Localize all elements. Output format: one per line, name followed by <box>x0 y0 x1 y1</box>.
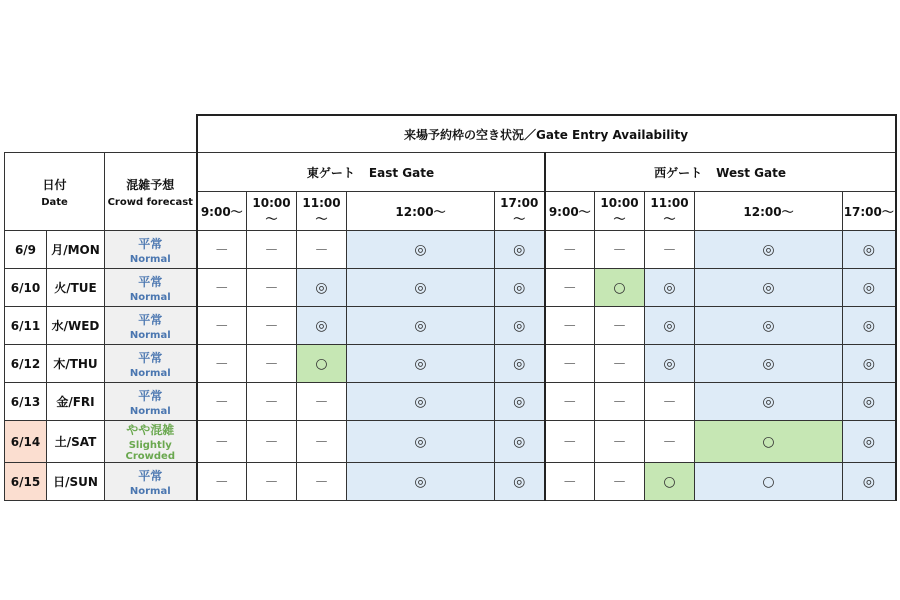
row-day-of-week: 土/SAT <box>47 421 105 463</box>
row-forecast <box>105 383 197 421</box>
row-date: 6/13 <box>5 383 47 421</box>
east-slot-12 <box>347 231 495 269</box>
forecast-en: Normal <box>129 367 171 379</box>
forecast-en: Normal <box>129 485 171 497</box>
east-slot-9 <box>197 383 247 421</box>
availability-mark: － <box>264 394 279 411</box>
availability-mark: － <box>562 434 577 451</box>
availability-mark: ◎ <box>762 393 775 410</box>
availability-mark: ◎ <box>513 473 526 490</box>
east-time-17: 17:00～ <box>495 192 545 231</box>
availability-mark: ○ <box>663 473 676 490</box>
availability-mark: － <box>214 280 229 297</box>
east-slot-11 <box>297 269 347 307</box>
west-time-11: 11:00～ <box>645 192 695 231</box>
top-left-blank <box>5 115 197 153</box>
availability-mark: － <box>214 318 229 335</box>
availability-mark: － <box>214 474 229 491</box>
availability-mark: ◎ <box>762 317 775 334</box>
forecast-jp: 平常 <box>138 274 163 289</box>
east-slot-11 <box>297 307 347 345</box>
availability-mark: ○ <box>762 473 775 490</box>
availability-mark: ◎ <box>513 433 526 450</box>
row-date: 6/14 <box>5 421 47 463</box>
east-slot-11 <box>297 421 347 463</box>
forecast-en: Normal <box>129 291 171 303</box>
availability-mark: － <box>314 474 329 491</box>
west-slot-12 <box>695 421 843 463</box>
east-slot-9 <box>197 345 247 383</box>
west-slot-17 <box>843 421 896 463</box>
availability-mark: ◎ <box>862 393 875 410</box>
row-day-of-week: 月/MON <box>47 231 105 269</box>
east-slot-10 <box>247 345 297 383</box>
row-day-of-week: 火/TUE <box>47 269 105 307</box>
east-slot-10 <box>247 383 297 421</box>
availability-mark: － <box>612 394 627 411</box>
east-slot-12 <box>347 463 495 501</box>
east-slot-17 <box>495 307 545 345</box>
row-date: 6/10 <box>5 269 47 307</box>
availability-mark: － <box>214 356 229 373</box>
availability-mark: － <box>314 394 329 411</box>
row-date: 6/15 <box>5 463 47 501</box>
west-slot-17 <box>843 463 896 501</box>
day-row <box>5 463 896 501</box>
east-time-12: 12:00～ <box>347 192 495 231</box>
west-time-12: 12:00～ <box>695 192 843 231</box>
forecast-jp: やや混雑 <box>126 423 175 437</box>
forecast-en: Normal <box>129 253 171 265</box>
west-slot-12 <box>695 269 843 307</box>
availability-mark: ◎ <box>862 241 875 258</box>
east-slot-10 <box>247 421 297 463</box>
day-row <box>5 307 896 345</box>
availability-mark: － <box>662 242 677 259</box>
day-row <box>5 269 896 307</box>
east-time-9: 9:00～ <box>197 192 247 231</box>
availability-mark: ◎ <box>414 279 427 296</box>
forecast-jp: 平常 <box>138 350 163 365</box>
availability-mark: － <box>214 242 229 259</box>
availability-mark: － <box>612 318 627 335</box>
day-row <box>5 231 896 269</box>
west-slot-12 <box>695 383 843 421</box>
east-slot-17 <box>495 383 545 421</box>
west-gate-en: West Gate <box>716 165 786 180</box>
east-slot-9 <box>197 463 247 501</box>
availability-mark: － <box>562 394 577 411</box>
east-slot-11 <box>297 463 347 501</box>
availability-mark: ◎ <box>513 241 526 258</box>
availability-mark: ◎ <box>414 241 427 258</box>
west-slot-11 <box>645 231 695 269</box>
availability-mark: － <box>662 394 677 411</box>
west-slot-9 <box>545 345 595 383</box>
west-slot-11 <box>645 307 695 345</box>
availability-mark: － <box>662 434 677 451</box>
availability-mark: － <box>562 474 577 491</box>
east-gate-en: East Gate <box>368 165 435 180</box>
forecast-header <box>105 153 197 231</box>
east-gate-header <box>197 153 545 192</box>
availability-mark: － <box>264 356 279 373</box>
west-time-10: 10:00～ <box>595 192 645 231</box>
row-day-of-week: 金/FRI <box>47 383 105 421</box>
east-slot-11 <box>297 383 347 421</box>
east-slot-12 <box>347 269 495 307</box>
forecast-header-en: Crowd forecast <box>107 196 193 208</box>
availability-mark: ◎ <box>315 279 328 296</box>
west-time-9: 9:00～ <box>545 192 595 231</box>
day-row <box>5 345 896 383</box>
availability-mark: － <box>264 434 279 451</box>
west-slot-9 <box>545 269 595 307</box>
availability-mark: ◎ <box>762 355 775 372</box>
availability-mark: ◎ <box>513 393 526 410</box>
availability-mark: － <box>264 242 279 259</box>
east-slot-10 <box>247 307 297 345</box>
availability-mark: － <box>562 318 577 335</box>
availability-mark: ◎ <box>414 473 427 490</box>
availability-mark: － <box>214 394 229 411</box>
east-slot-9 <box>197 307 247 345</box>
west-slot-11 <box>645 463 695 501</box>
availability-mark: ◎ <box>513 317 526 334</box>
availability-mark: － <box>314 434 329 451</box>
west-slot-17 <box>843 307 896 345</box>
east-slot-11 <box>297 231 347 269</box>
row-forecast <box>105 269 197 307</box>
row-date: 6/12 <box>5 345 47 383</box>
row-date: 6/9 <box>5 231 47 269</box>
availability-mark: ○ <box>315 355 328 372</box>
west-slot-10 <box>595 345 645 383</box>
west-slot-10 <box>595 231 645 269</box>
west-slot-9 <box>545 307 595 345</box>
east-slot-9 <box>197 269 247 307</box>
availability-mark: ◎ <box>663 317 676 334</box>
west-slot-17 <box>843 345 896 383</box>
availability-mark: ◎ <box>513 355 526 372</box>
row-day-of-week: 木/THU <box>47 345 105 383</box>
availability-mark: ○ <box>613 279 626 296</box>
west-slot-11 <box>645 421 695 463</box>
west-slot-11 <box>645 383 695 421</box>
east-slot-17 <box>495 421 545 463</box>
forecast-jp: 平常 <box>138 236 163 251</box>
forecast-en: Normal <box>129 329 171 341</box>
day-row <box>5 383 896 421</box>
west-slot-10 <box>595 307 645 345</box>
west-slot-9 <box>545 231 595 269</box>
forecast-en: Slightly Crowded <box>125 440 175 462</box>
west-slot-17 <box>843 269 896 307</box>
west-slot-9 <box>545 421 595 463</box>
availability-mark: － <box>562 356 577 373</box>
east-slot-12 <box>347 421 495 463</box>
west-slot-12 <box>695 345 843 383</box>
east-slot-10 <box>247 463 297 501</box>
availability-mark: ◎ <box>862 433 875 450</box>
row-forecast <box>105 463 197 501</box>
availability-mark: － <box>612 434 627 451</box>
row-forecast <box>105 421 197 463</box>
availability-mark: ◎ <box>762 241 775 258</box>
west-slot-11 <box>645 345 695 383</box>
availability-mark: － <box>264 280 279 297</box>
west-gate-jp: 西ゲート <box>654 165 703 180</box>
availability-mark: － <box>264 318 279 335</box>
day-rows <box>5 231 896 501</box>
row-forecast <box>105 345 197 383</box>
date-header-jp: 日付 <box>42 177 67 192</box>
east-gate-jp: 東ゲート <box>306 165 355 180</box>
availability-mark: ◎ <box>862 279 875 296</box>
west-slot-12 <box>695 463 843 501</box>
availability-mark: － <box>214 434 229 451</box>
west-slot-12 <box>695 231 843 269</box>
availability-mark: ◎ <box>663 355 676 372</box>
east-slot-10 <box>247 231 297 269</box>
east-slot-9 <box>197 231 247 269</box>
east-slot-10 <box>247 269 297 307</box>
west-slot-9 <box>545 383 595 421</box>
east-slot-12 <box>347 307 495 345</box>
row-day-of-week: 水/WED <box>47 307 105 345</box>
day-row <box>5 421 896 463</box>
west-slot-17 <box>843 231 896 269</box>
availability-mark: － <box>264 474 279 491</box>
forecast-en: Normal <box>129 405 171 417</box>
row-day-of-week: 日/SUN <box>47 463 105 501</box>
availability-mark: ◎ <box>862 355 875 372</box>
availability-mark: － <box>612 242 627 259</box>
availability-mark: ◎ <box>414 393 427 410</box>
east-slot-17 <box>495 345 545 383</box>
west-slot-12 <box>695 307 843 345</box>
availability-mark: ◎ <box>862 317 875 334</box>
availability-mark: － <box>314 242 329 259</box>
availability-mark: ◎ <box>862 473 875 490</box>
west-slot-11 <box>645 269 695 307</box>
east-slot-12 <box>347 345 495 383</box>
availability-mark: ○ <box>762 433 775 450</box>
forecast-jp: 平常 <box>138 468 163 483</box>
west-slot-10 <box>595 463 645 501</box>
availability-mark: ◎ <box>414 433 427 450</box>
west-slot-17 <box>843 383 896 421</box>
east-slot-12 <box>347 383 495 421</box>
availability-mark: ◎ <box>663 279 676 296</box>
date-header <box>5 153 105 231</box>
row-forecast <box>105 307 197 345</box>
east-slot-17 <box>495 231 545 269</box>
table-title: 来場予約枠の空き状況／Gate Entry Availability <box>197 115 896 153</box>
east-slot-9 <box>197 421 247 463</box>
availability-mark: ◎ <box>414 355 427 372</box>
row-date: 6/11 <box>5 307 47 345</box>
west-slot-10 <box>595 421 645 463</box>
west-slot-9 <box>545 463 595 501</box>
date-header-en: Date <box>41 196 68 208</box>
row-forecast <box>105 231 197 269</box>
availability-mark: － <box>612 474 627 491</box>
east-time-11: 11:00～ <box>297 192 347 231</box>
east-slot-17 <box>495 269 545 307</box>
west-slot-10 <box>595 269 645 307</box>
availability-mark: ◎ <box>414 317 427 334</box>
availability-table <box>4 114 897 501</box>
availability-mark: ◎ <box>315 317 328 334</box>
availability-mark: － <box>562 280 577 297</box>
forecast-jp: 平常 <box>138 388 163 403</box>
forecast-jp: 平常 <box>138 312 163 327</box>
west-time-17: 17:00～ <box>843 192 896 231</box>
east-slot-17 <box>495 463 545 501</box>
west-gate-header <box>545 153 896 192</box>
availability-mark: － <box>562 242 577 259</box>
east-slot-11 <box>297 345 347 383</box>
east-time-10: 10:00～ <box>247 192 297 231</box>
west-slot-10 <box>595 383 645 421</box>
availability-mark: ◎ <box>762 279 775 296</box>
availability-mark: － <box>612 356 627 373</box>
availability-mark: ◎ <box>513 279 526 296</box>
forecast-header-jp: 混雑予想 <box>126 177 175 192</box>
